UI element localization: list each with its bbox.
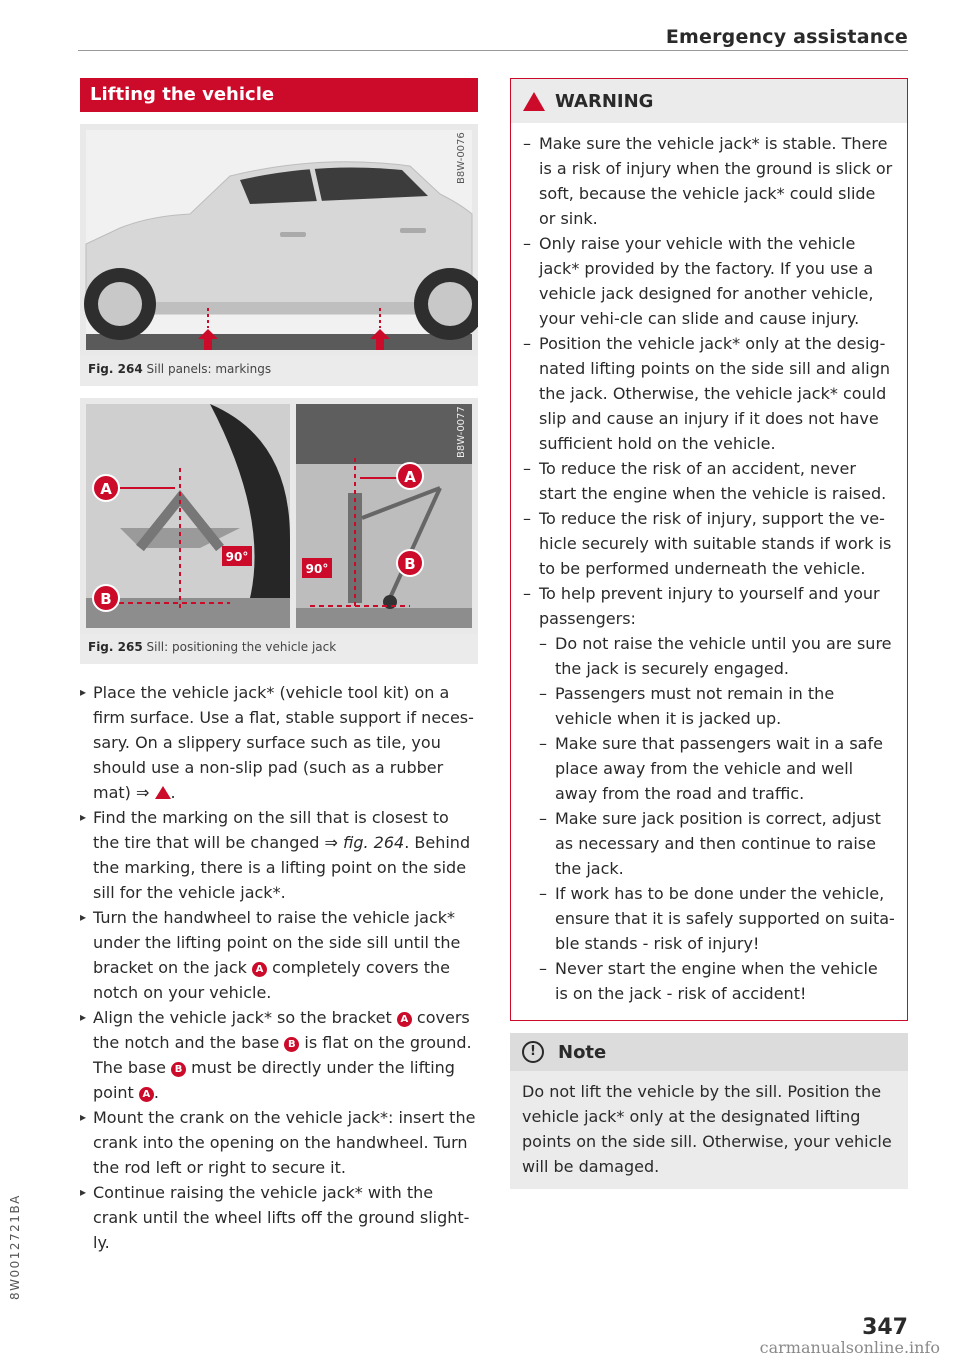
step-4-text-b: covers the notch and the base: [93, 1008, 470, 1052]
warning-title: WARNING: [555, 90, 654, 112]
warning-item: – To reduce the risk of injury, support the ve-hicle securely with suitable stands if work is to be performed underneath the vehicle.: [523, 506, 895, 581]
figure-265-text: Sill: positioning the vehicle jack: [146, 640, 337, 654]
warning-subitem: – Never start the engine when the vehicle is on the jack - risk of accident!: [539, 956, 895, 1006]
instruction-steps: [80, 680, 478, 1255]
figure-264: [80, 124, 478, 386]
header-section-title: Emergency assistance: [665, 26, 908, 48]
warning-subitem: – Make sure that passengers wait in a safe place away from the vehicle and well away from the road and traffic.: [539, 731, 895, 806]
section-title: Lifting the vehicle: [80, 78, 478, 112]
figure-264-label: Fig. 264: [88, 362, 143, 376]
warning-box: [510, 78, 908, 1021]
warning-triangle-icon: [155, 786, 171, 799]
warning-item: – Only raise your vehicle with the vehicle jack* provided by the factory. If you use a vehicle jack designed for another vehicle, your vehi-cle can slide and cause injury.: [523, 231, 895, 331]
step-4-text-c: is flat on the ground. The base: [93, 1033, 472, 1077]
note-box: [510, 1033, 908, 1189]
jack-position-illustration: [80, 398, 478, 634]
note-header: [510, 1033, 908, 1071]
step-1: ▸ Place the vehicle jack* (vehicle tool kit) on a firm surface. Use a flat, stable support if neces-sary. On a slippery surface such as tile, you should use a non-slip pad (such as a rubber mat) ⇒ .: [80, 680, 478, 805]
step-6-text: Continue raising the vehicle jack* with the crank until the wheel lifts off the ground slight-ly.: [93, 1183, 470, 1252]
warning-header: [511, 79, 907, 123]
warning-item: – Make sure the vehicle jack* is stable. There is a risk of injury when the ground is slick or soft, because the vehicle jack* could slide or sink.: [523, 131, 895, 231]
step-1-text: Place the vehicle jack* (vehicle tool kit) on a firm surface. Use a flat, stable support if neces-sary. On a slippery surface such as tile, you should use a non-slip pad (such as a rubber mat) ⇒: [93, 683, 474, 802]
marker-a-inline: A: [252, 962, 267, 977]
step-2-text-b: . Behind the marking, there is a lifting point on the side sill for the vehicle jack*.: [93, 833, 471, 902]
figure-code-264: B8W-0076: [456, 132, 467, 184]
car-sill-illustration: [80, 124, 478, 356]
figure-265-caption: [80, 634, 478, 664]
figure-264-link[interactable]: fig. 264: [343, 833, 405, 852]
figure-code-265: B8W-0077: [456, 406, 467, 458]
step-4-text-a: Align the vehicle jack* so the bracket: [93, 1008, 397, 1027]
figure-265-label: Fig. 265: [88, 640, 143, 654]
marker-a-left: A: [100, 480, 112, 498]
marker-b-right: B: [404, 555, 416, 573]
document-code: 8W0012721BA: [8, 1194, 22, 1300]
figure-264-text: Sill panels: markings: [146, 362, 272, 376]
warning-item: – Position the vehicle jack* only at the desig-nated lifting points on the side sill and align the jack. Otherwise, the vehicle jack* could slip and cause an injury if it does not have sufficient hold on the vehicle.: [523, 331, 895, 456]
left-column: [80, 78, 478, 1271]
warning-subitem: – If work has to be done under the vehicle, ensure that it is safely supported on suita-ble stands - risk of injury!: [539, 881, 895, 956]
step-3: [80, 905, 478, 1005]
warning-subitems: [539, 631, 895, 1006]
figure-264-caption: [80, 356, 478, 386]
step-2: [80, 805, 478, 905]
step-5: [80, 1105, 478, 1180]
note-text: Do not lift the vehicle by the sill. Position the vehicle jack* only at the designated lifting points on the side sill. Otherwise, your vehicle will be damaged.: [522, 1082, 892, 1176]
warning-item-text: To help prevent injury to yourself and your passengers:: [539, 584, 880, 628]
step-5-text: Mount the crank on the vehicle jack*: insert the crank into the opening on the handwheel. Turn the rod left or right to secure it.: [93, 1108, 476, 1177]
page-number: 347: [862, 1315, 908, 1340]
info-icon: !: [522, 1041, 544, 1063]
header-divider: [78, 50, 908, 51]
step-3-text-a: Turn the handwheel to raise the vehicle jack* under the lifting point on the side sill until the bracket on the jack: [93, 908, 461, 977]
warning-subitem: – Do not raise the vehicle until you are sure the jack is securely engaged.: [539, 631, 895, 681]
marker-a-right: A: [404, 468, 416, 486]
warning-subitem: – Passengers must not remain in the vehicle when it is jacked up.: [539, 681, 895, 731]
marker-b-left: B: [100, 590, 112, 608]
footer-watermark: carmanualsonline.info: [759, 1338, 940, 1357]
marker-b-inline: B: [284, 1037, 299, 1052]
note-title: Note: [558, 1041, 607, 1063]
right-column: [510, 78, 908, 1189]
marker-a-inline: A: [397, 1012, 412, 1027]
warning-icon: [523, 92, 545, 111]
angle-label-right: 90°: [305, 562, 329, 576]
marker-b-inline: B: [171, 1062, 186, 1077]
marker-a-inline: A: [139, 1087, 154, 1102]
step-2-text-a: Find the marking on the sill that is closest to the tire that will be changed ⇒: [93, 808, 449, 852]
step-4: ▸ Align the vehicle jack* so the bracket A covers the notch and the base B is flat on the ground. The base B must be directly under the lifting point A .: [80, 1005, 478, 1105]
figure-265: [80, 398, 478, 664]
warning-subitem: – Make sure jack position is correct, adjust as necessary and then continue to raise the jack.: [539, 806, 895, 881]
warning-list: [511, 123, 907, 1020]
step-3-text-b: completely covers the notch on your vehicle.: [93, 958, 450, 1002]
step-4-text-d: must be directly under the lifting point: [93, 1058, 455, 1102]
step-6: [80, 1180, 478, 1255]
angle-label-left: 90°: [225, 550, 249, 564]
warning-item: – To reduce the risk of an accident, never start the engine when the vehicle is raised.: [523, 456, 895, 506]
warning-item-with-subitems: [523, 581, 895, 1006]
